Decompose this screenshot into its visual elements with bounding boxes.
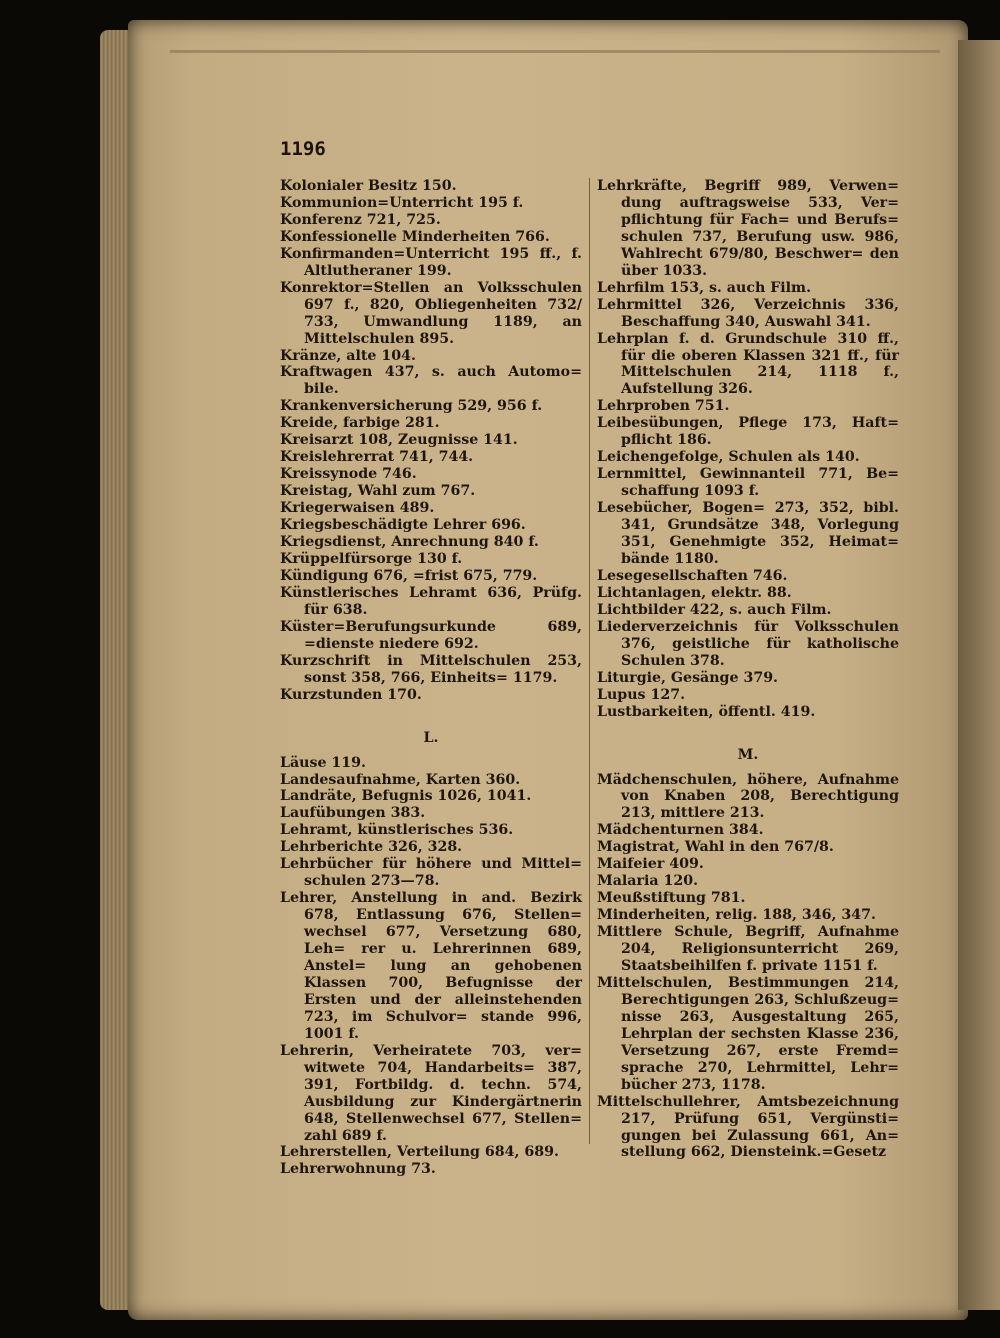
index-entry: Lesebücher, Bogen= 273, 352, bibl. 341, Grundsätze 348, Vorlegung 351, Genehmigte 352, Heimat= bände 1180. xyxy=(597,500,899,567)
index-entry: Minderheiten, relig. 188, 346, 347. xyxy=(597,907,876,924)
left-column xyxy=(280,178,582,1178)
top-rule xyxy=(170,50,940,53)
index-entry: Lehramt, künstlerisches 536. xyxy=(280,822,514,839)
index-entry: Kränze, alte 104. xyxy=(280,347,416,364)
index-entry: Kraftwagen 437, s. auch Automo= bile. xyxy=(280,364,582,398)
index-entry: Mittelschullehrer, Amtsbezeichnung 217, Prüfung 651, Vergünsti= gungen bei Zulassung 661, An= stellung 662, Diensteink.=Gesetz xyxy=(597,1093,899,1161)
index-entry: Kreistag, Wahl zum 767. xyxy=(280,483,476,500)
index-entry: Lichtbilder 422, s. auch Film. xyxy=(597,601,832,618)
index-entry: Mittelschulen, Bestimmungen 214, Berechtigungen 263, Schlußzeug= nisse 263, Ausgestaltung 265, Lehrplan der sechsten Klasse 236, Versetzung 267, erste Fremd= sprache 270, Lehrmittel, Lehr= bücher 273, 1178. xyxy=(597,974,899,1093)
index-entry: Kreisarzt 108, Zeugnisse 141. xyxy=(280,432,518,449)
index-entry: Kurzschrift in Mittelschulen 253, sonst 358, 766, Einheits= 1179. xyxy=(280,652,582,686)
index-entry: Lehrproben 751. xyxy=(597,398,730,415)
index-entry: Konfirmanden=Unterricht 195 ff., f. Altlutheraner 199. xyxy=(280,245,582,279)
right-column xyxy=(597,178,899,1161)
index-entry: Lehrerstellen, Verteilung 684, 689. xyxy=(280,1144,559,1161)
index-entry: Kreissynode 746. xyxy=(280,466,417,483)
index-entry: Lichtanlagen, elektr. 88. xyxy=(597,584,792,601)
index-entry: Mädchenturnen 384. xyxy=(597,822,764,839)
index-entry: Mädchenschulen, höhere, Aufnahme von Knaben 208, Berechtigung 213, mittlere 213. xyxy=(597,771,899,822)
index-entry: Kriegsdienst, Anrechnung 840 f. xyxy=(280,534,539,551)
index-entry: Lehrkräfte, Begriff 989, Verwen= dung auftragsweise 533, Ver= pflichtung für Fach= und Berufs= schulen 737, Berufung usw. 986, Wahlrecht 679/80, Beschwer= den über 1033. xyxy=(597,178,899,279)
index-entry: Meußstiftung 781. xyxy=(597,890,746,907)
section-letter-heading: M. xyxy=(737,746,759,763)
index-entry: Mittlere Schule, Begriff, Aufnahme 204, Religionsunterricht 269, Staatsbeihilfen f. private 1151 f. xyxy=(597,924,899,974)
page-number: 1196 xyxy=(280,138,326,160)
section-letter-heading: L. xyxy=(423,729,439,746)
index-entry: Küster=Berufungsurkunde 689, =dienste niedere 692. xyxy=(280,618,582,652)
index-entry: Lehrer, Anstellung in and. Bezirk 678, Entlassung 676, Stellen= wechsel 677, Versetzung 680, Leh= rer u. Lehrerinnen 689, Anstel= lung an gehobenen Klassen 700, Befugnisse der Ersten und der alleinstehenden 723, im Schulvor= stande 996, 1001 f. xyxy=(280,890,582,1042)
index-entry: Leibesübungen, Pflege 173, Haft= pflicht 186. xyxy=(597,415,899,449)
index-entry: Konrektor=Stellen an Volksschulen 697 f., 820, Obliegenheiten 732/ 733, Umwandlung 1189, an Mittelschulen 895. xyxy=(280,279,582,347)
index-entry: Magistrat, Wahl in den 767/8. xyxy=(597,839,834,856)
index-entry: Krüppelfürsorge 130 f. xyxy=(280,550,463,567)
index-entry: Künstlerisches Lehramt 636, Prüfg. für 638. xyxy=(280,584,582,618)
index-entry: Lehrberichte 326, 328. xyxy=(280,839,463,856)
index-entry: Konfessionelle Minderheiten 766. xyxy=(280,228,550,245)
facing-page-edge xyxy=(958,40,1000,1310)
index-entry: Kurzstunden 170. xyxy=(280,686,422,703)
index-entry: Kommunion=Unterricht 195 f. xyxy=(280,194,524,211)
index-entry: Lernmittel, Gewinnanteil 771, Be= schaffung 1093 f. xyxy=(597,466,899,500)
index-entry: Kreide, farbige 281. xyxy=(280,415,440,432)
index-entry: Lehrerin, Verheiratete 703, ver= witwete 704, Handarbeits= 387, 391, Fortbildg. d. techn. 574, Ausbildung zur Kindergärtnerin 648, Stellenwechsel 677, Stellen= zahl 689 f. xyxy=(280,1042,582,1144)
index-entry: Konferenz 721, 725. xyxy=(280,211,441,228)
index-entry: Lehrmittel 326, Verzeichnis 336, Beschaffung 340, Auswahl 341. xyxy=(597,296,899,330)
index-entry: Lustbarkeiten, öffentl. 419. xyxy=(597,703,816,720)
index-entry: Malaria 120. xyxy=(597,873,699,890)
index-entry: Lesegesellschaften 746. xyxy=(597,567,788,584)
index-entry: Maifeier 409. xyxy=(597,856,704,873)
index-entry: Kriegsbeschädigte Lehrer 696. xyxy=(280,517,526,534)
index-entry: Läuse 119. xyxy=(280,754,366,771)
index-entry: Kreislehrerrat 741, 744. xyxy=(280,449,474,466)
column-divider xyxy=(589,178,590,1144)
index-entry: Landesaufnahme, Karten 360. xyxy=(280,771,521,788)
index-entry: Lehrplan f. d. Grundschule 310 ff., für die oberen Klassen 321 ff., für Mittelschulen 214, 1118 f., Aufstellung 326. xyxy=(597,330,899,398)
index-entry: Lehrfilm 153, s. auch Film. xyxy=(597,279,812,296)
index-entry: Lehrerwohnung 73. xyxy=(280,1161,436,1178)
index-entry: Lehrbücher für höhere und Mittel= schulen 273—78. xyxy=(280,856,582,890)
index-entry: Krankenversicherung 529, 956 f. xyxy=(280,398,543,415)
index-entry: Liturgie, Gesänge 379. xyxy=(597,669,779,686)
index-entry: Laufübungen 383. xyxy=(280,805,426,822)
index-entry: Lupus 127. xyxy=(597,686,686,703)
index-entry: Kündigung 676, =frist 675, 779. xyxy=(280,567,538,584)
index-entry: Landräte, Befugnis 1026, 1041. xyxy=(280,788,532,805)
index-entry: Liederverzeichnis für Volksschulen 376, geistliche für katholische Schulen 378. xyxy=(597,618,899,669)
index-entry: Kriegerwaisen 489. xyxy=(280,500,435,517)
index-entry: Leichengefolge, Schulen als 140. xyxy=(597,449,860,466)
index-entry: Kolonialer Besitz 150. xyxy=(280,178,457,194)
